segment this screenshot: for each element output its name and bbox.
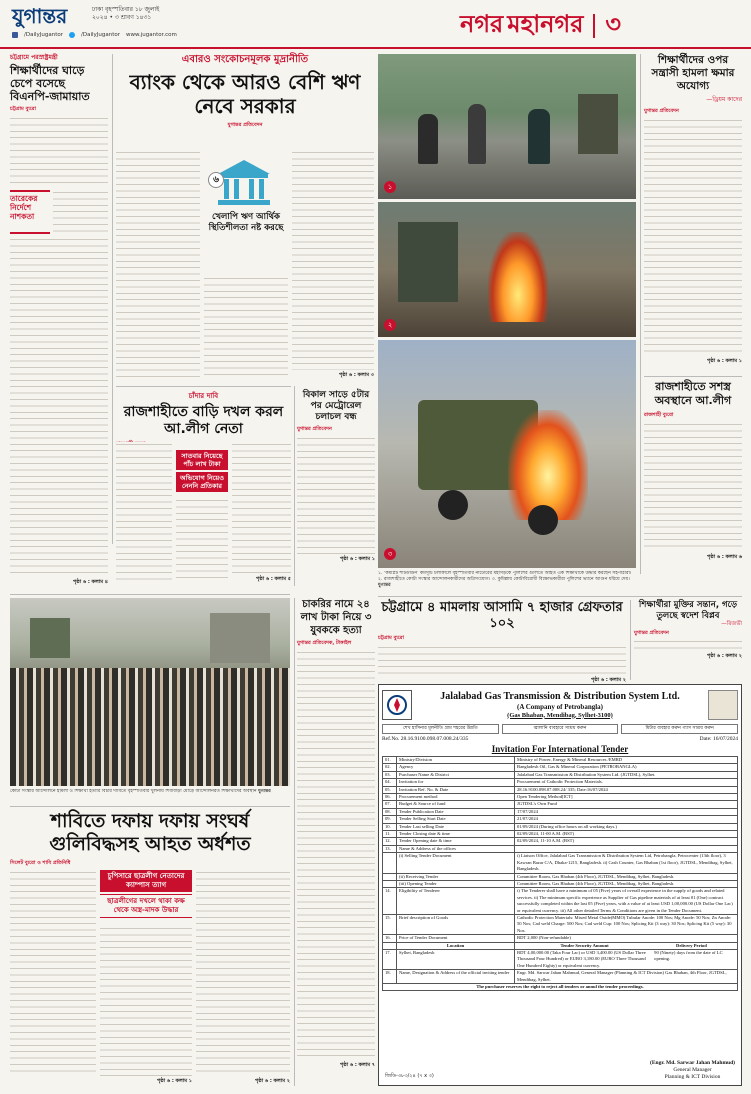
row-value: Committee Room, Gas Bhaban (4th Floor), JGTDSL, Mendibag, Sylhet, Bangladesh. [515,873,738,880]
twitter-icon [69,32,75,38]
delivery-period: 90 (Ninety) days from the date of LC opening. [654,949,723,962]
row-number [383,942,397,949]
story-body-mid [204,276,288,378]
story-headline: রাজশাহীতে বাড়ি দখল করল আ.লীগ নেতা [123,404,284,437]
photo-caption [378,571,636,593]
story-body-right [232,442,291,574]
row-value: 02/09/2024, 11-00 A.M. (BST) [515,831,738,838]
story-byline: যুগান্তর প্রতিবেদন [634,630,669,636]
hamla-story [644,54,742,374]
sign-title: General Manager [673,1067,712,1073]
clash-story [10,810,290,1086]
ad-header [382,688,738,722]
section-rule [10,594,290,595]
story-body-right [196,870,290,1076]
row-value: JGTDSL's Own Fund [515,801,738,808]
tender-ad [378,684,742,1086]
story-headline: চট্টগ্রামে ৪ মামলায় আসামি ৭ হাজার গ্রেফতার ১০২ [381,600,623,631]
row-value: i) Liaison Office, Jalalabad Gas Transmission & Distribution System Ltd, Petrobangla, Petrocenter (13th floor), 3 Kawran Bazar C/A, Dhaka-1215, Bangladesh. ii) Cash Counter, Gas Bhaban (1st floor), JGTDSL, Mendibag, Sylhet, Bangladesh. [515,853,738,873]
table-row [383,831,738,838]
table-row [383,873,738,880]
sign-division: Planning & ICT Division [664,1074,721,1080]
table-row [383,970,738,984]
table-row [383,935,738,942]
row-value: Committee Room, Gas Bhaban (4th Floor), JGTDSL, Mendibag, Sylhet, Bangladesh. [515,880,738,887]
table-row [383,880,738,887]
table-row [383,949,738,969]
table-row [383,757,738,764]
slogan: শেখ হাসিনার মূলনীতি গ্রাম শহরের উন্নতি [382,724,499,734]
row-label: Tender Publication Date [397,808,515,815]
story-headline: শাবিতে দফায় দফায় সংঘর্ষ গুলিবিদ্ধসহ আহত অর্ধশত [49,810,251,855]
story-byline: রাজশাহী ব্যুরো [644,412,674,418]
story-body-right [292,150,374,370]
khulna-protest-photo [10,598,290,786]
masthead [0,0,751,50]
story-attribution: —ড্রিয়ম কাদের [706,96,742,103]
reserve-note: The purchaser reserves the right to reject all tenders or annul the tender proceedings. [383,984,738,991]
row-label: Eligibility of Tenderer [397,888,515,915]
row-label: Tender Last selling Date [397,823,515,830]
jump-line: পৃষ্ঠা ৬ : কলাম ৬ [706,554,742,560]
row-value: Procurement of Cathodic Protection Materials. [515,779,738,786]
section-rule [10,806,290,807]
rajshahi-armed-story [644,380,742,576]
job-scam-story [297,598,375,1086]
security-amount: BDT 4,00,000.00 (Taka Four Lac) or USD 3,400.00 (US Dollar Three Thousand Four Hundred) or EURO 3,180.00 (EURO Three Thousand One Hundred Eighty) or equivalent currency. [517,949,646,968]
graphic-caption: খেলাপি ঋণ আর্থিক স্থিতিশীলতা নষ্ট করছে [208,212,284,233]
story-body [10,116,108,186]
story-body-left [116,442,172,582]
jump-line: পৃষ্ঠা ৬ : কলাম ২ [590,677,626,683]
company-sub: (A Company of Petrobangla) [516,702,603,711]
story-headline: চাকরির নামে ২৪ লাখ টাকা নিয়ে ৩ যুবককে হত্যা [300,599,372,636]
row-label: Ministry/Division [397,757,515,764]
row-value [515,942,738,949]
highlight-box-2: অভিযোগ নিয়েও নেননি প্রতিকার [176,472,228,492]
story-body [378,645,626,677]
bank-graphic [204,152,288,272]
row-value: Bangladesh Oil, Gas & Mineral Corporation (PETROBANGLA) [515,764,738,771]
row-value: 02/09/2024, 11-10 A.M. (BST) [515,838,738,845]
ctg-arrest-story [378,600,626,683]
row-label: Tender Opening date & time [397,838,515,845]
row-number: 17. [383,949,397,969]
table-row [383,794,738,801]
row-number: 01. [383,757,397,764]
row-value: 21/07/2024 [515,816,738,823]
photo-story [378,54,636,594]
story-headline: ব্যাংক থেকে আরও বেশি ঋণ নেবে সরকার [129,70,361,118]
left-story [10,54,108,585]
section-divider [593,14,595,38]
jump-line: পৃষ্ঠা ৬ : কলাম ১ [706,358,742,364]
freedom-story [634,600,742,680]
section-name-b: মহানগর [507,10,584,38]
table-row [383,984,738,991]
date-line: ঢাকা বৃহস্পতিবার ১৮ জুলাই ২০২৪ • ৩ শ্রাবণ ১৪৩১ [92,6,160,21]
graphic-number: ৬ [208,172,224,188]
row-number: 16. [383,935,397,942]
jump-line-1: পৃষ্ঠা ৬ : কলাম ১ [156,1078,192,1084]
section-rule [116,386,291,387]
bank-story [116,54,374,384]
table-row [383,808,738,815]
row-number: 08. [383,808,397,815]
facebook-link[interactable]: /DailyJugantor [24,32,64,38]
story-kicker: চট্টগ্রামে পরস্রাষ্ট্রমন্ত্রী [10,54,58,61]
row-number: 09. [383,816,397,823]
slogan: মিটার ব্যবহার করুন গ্যাস সাশ্রয় করুন [621,724,738,734]
row-number: 10. [383,823,397,830]
row-value: Cathodic Protection Materials: Mixed Metal Oxide(MMO) Tubular Anode: 100 Nos; Mg Anode: 50 Nos; Zn Anode: 50 Nos; Cad weld Charge: 500 Nos; Cad weld Cup: 100 Nos; Splicing Kit (3 way): 30 Nos; Splicing Kit (5 way): 30 Nos. [515,914,738,934]
story-body-2 [53,190,108,234]
signature-block [650,1060,735,1081]
jump-line: পৃষ্ঠা ৬ : কলাম ৫ [255,576,291,582]
table-row [383,888,738,915]
tender-table [382,756,738,991]
row-value: Engr. Md. Sarwar Jahan Mahmud, General Manager (Planning & ICT Division) Gas Bhaban, 4th Floor, JGTDSL, Mendibag, Sylhet. [515,970,738,984]
twitter-link[interactable]: /DailyJugantor [81,32,121,38]
column-rule [630,600,631,680]
company-address: (Gas Bhaban, Mendibag, Sylhet-3100) [507,711,613,719]
row-label: Sylhet, Bangladesh [397,949,515,969]
photo-number: ২ [384,319,396,331]
column-rule [294,386,295,586]
ref-row [382,736,738,742]
highlight-box-1: চুপিসারে ছাত্রলীগ নেতাদের ক্যাম্পাস ত্যাগ [100,870,192,892]
highlight-box-2: ছাত্রলীগের দখলে থাকা কক্ষ থেকে অস্ত্র-মাদক উদ্ধার [100,894,192,918]
story-body-mid [176,498,228,582]
row-value: i) The Tenderer shall have a minimum of 05 (Five) years of overall experience in the supply of goods and related services. ii) The minimum specific experience as Supplier of Gas pipeline materials of at least 01 (One) contract successfully completed within the last 05 (Five) years, with a value of at least USD 1,00,000.00 (US Dollar One Lac) or equivalent currency. iii) All other detailed Terms & Conditions are given in the Tender Document. [515,888,738,915]
story-headline: শিক্ষার্থীদের ঘাড়ে চেপে বসেছে বিএনপি-জামায়াত [10,64,90,103]
row-number: 06. [383,794,397,801]
company-logo [382,690,412,720]
table-header-row [383,942,738,949]
jump-line: পৃষ্ঠা ৬ : কলাম ৪ [72,579,108,585]
story-headline: রাজশাহীতে সশস্ত্র অবস্থানে আ.লীগ [654,380,732,407]
row-value [515,949,738,969]
protest-photo-1 [378,54,636,199]
column-rule [640,54,641,574]
slogan-row [382,724,738,734]
ref-date: Date: 16/07/2024 [699,736,738,742]
story-body-left [116,150,200,378]
row-number: 18. [383,970,397,984]
ref-number: Ref.No. 28.16.9100.098.07.008.24/335 [382,736,469,742]
story-headline: বিকাল সাড়ে ৫টার পর মেট্রোরেল চলাচল বন্ধ [302,390,370,422]
story-byline: চট্টগ্রাম ব্যুরো [10,106,37,112]
row-label: Price of Tender Document [397,935,515,942]
section-rule [378,596,742,597]
row-label: (iii) Opening Tender [397,880,515,887]
story-headline: শিক্ষার্থীদের ওপর সন্ত্রাসী হামলা ক্ষমার অযোগ্য [651,54,735,92]
masthead-rule [0,47,751,49]
row-number [383,873,397,880]
row-label: Invitation for [397,779,515,786]
story-kicker: চাঁদার দাবি [188,392,219,400]
row-number: 13. [383,845,397,852]
row-number: 14. [383,888,397,915]
row-value: Jalalabad Gas Transmission & Distribution System Ltd. (JGTDSL), Sylhet. [515,771,738,778]
slogan: জ্বালানি ব্যবহারে সাশ্রয় করুন [502,724,619,734]
highlight-box-1: সাতবার নিয়েছে পাঁচ লাখ টাকা [176,450,228,470]
row-label: Name, Designation & Address of the official inviting tender [397,970,515,984]
photo-number: ৩ [384,548,396,560]
story-byline: সিলেট ব্যুরো ও শাবি প্রতিনিধি [10,860,71,866]
row-label: Tender Closing date & time [397,831,515,838]
story-headline: শিক্ষার্থীরা মুক্তির সন্তান, গড়ে তুলছে স্বদেশ বিপ্লব [638,600,738,621]
photo-caption [10,789,290,803]
section-title [460,6,621,46]
callout-box [10,190,108,234]
column-header: Location [397,942,515,949]
row-value [515,845,738,852]
jump-line-2: পৃষ্ঠা ৬ : কলাম ২ [254,1078,290,1084]
story-body [297,436,375,554]
story-byline: যুগান্তর প্রতিবেদন [227,122,263,128]
caption-credit: যুগান্তর [378,583,391,588]
row-number [383,853,397,873]
logo: যুগান্তর [12,4,68,28]
story-byline: চট্টগ্রাম ব্যুরো [378,635,405,641]
column-rule [112,54,113,544]
jump-line: পৃষ্ঠা ৬ : কলাম ১ [339,556,375,562]
mujib-emblem [708,690,738,720]
table-row [383,779,738,786]
sign-name: (Engr. Md. Sarwar Jahan Mahmud) [650,1060,735,1066]
row-label: Tender Selling Start Date [397,816,515,823]
row-number: 05. [383,786,397,793]
row-label: Budget & Source of fund [397,801,515,808]
row-label: (ii) Receiving Tender [397,873,515,880]
caption-text: কোটা সংস্কার আন্দোলনে হামলা ও শিক্ষার্থী হত্যার বিচার দাবিতে বৃহস্পতিবার খুলনায় শিবাবাড়ী মোড়ে আন্দোলনরত শিক্ষার্থীদের অবস্থান [10,789,257,794]
table-row [383,771,738,778]
row-value: Ministry of Power, Energy & Mineral Resources /EMRD [515,757,738,764]
jump-line: পৃষ্ঠা ৬ : কলাম ৩ [338,372,374,378]
row-value: 28.16.9100.098.07.008.24/ 335; Date:16/07/2024 [515,786,738,793]
social-links [12,32,177,38]
website-link[interactable]: www.jugantor.com [126,32,177,38]
row-value: BDT 2,000 (Non-refundable) [515,935,738,942]
table-row [383,914,738,934]
row-value: Open Tendering Method[ICT] [515,794,738,801]
story-body [644,118,742,356]
section-name-a: নগর [460,10,504,38]
page-number: ৩ [605,10,622,38]
row-label: Procurement method [397,794,515,801]
photo-number: ১ [384,181,396,193]
jump-line: পৃষ্ঠা ৬ : কলাম ২ [706,653,742,659]
column-rule [294,598,295,1086]
company-name: Jalalabad Gas Transmission & Distribution System Ltd. [440,690,680,702]
row-number: 15. [383,914,397,934]
story-attribution: —রিজভী [721,621,742,627]
row-label: Agency [397,764,515,771]
caption-text: ১. ‘কমপ্লিট শাটডাউন’ কর্মসূচি চলাকালে বৃহস্পতিবার নাটোরের মহাসড়কে পুলিশের গুলিতে আহত এক শিক্ষার্থীকে উদ্ধার করছেন সহপাঠীরা। ২. রাজশাহীতে কোটা সংস্কার আন্দোলনকারীদের অগ্নিসংযোগ। ৩. কুমিল্লায় কোটাবিরোধী বিক্ষোভকারীরা পুলিশের ভ্যানে আগুন ধরিয়ে দেয়। [378,571,632,582]
table-row [383,845,738,852]
row-label: (i) Selling Tender Document [397,853,515,873]
table-row [383,823,738,830]
table-row [383,816,738,823]
story-body-mid [100,926,192,1076]
row-number: 07. [383,801,397,808]
row-value: 01/09/2024 (During office hours on all working days.) [515,823,738,830]
protest-photo-2 [378,202,636,337]
facebook-icon [12,32,18,38]
table-row [383,801,738,808]
row-number: 12. [383,838,397,845]
table-row [383,838,738,845]
story-body [297,650,375,1060]
story-body [644,422,742,552]
row-value: 17/07/2024 [515,808,738,815]
column-header: Delivery Period [676,942,707,948]
rajshahi-house-story [116,390,291,590]
story-body-left [10,870,96,1076]
row-label: Name & Address of the offices [397,845,515,852]
story-body-3 [10,237,108,577]
callout-text: তারেকের নির্দেশে নাশকতা [10,190,50,234]
story-byline: যুগান্তর প্রতিবেদক, টাঙ্গাইল [297,640,352,646]
row-number: 03. [383,771,397,778]
story-kicker: এবারও সংকোচনমূলক মুদ্রানীতি [181,54,309,65]
row-label: Invitation Ref. No. & Date [397,786,515,793]
story-byline: যুগান্তর প্রতিবেদন [297,426,332,432]
ad-code: জিডি-৩৮৩/২৪ (৭ x ৩) [385,1073,434,1079]
jump-line: পৃষ্ঠা ৬ : কলাম ৭ [339,1062,375,1068]
caption-credit: যুগান্তর [258,789,271,794]
metrorail-story [297,390,375,586]
story-byline: যুগান্তর প্রতিবেদন [644,108,679,114]
row-number: 11. [383,831,397,838]
story-body [634,639,742,653]
row-number: 02. [383,764,397,771]
row-label: Purchaser Name & District [397,771,515,778]
row-label: Brief description of Goods [397,914,515,934]
table-row [383,786,738,793]
protest-photo-3 [378,340,636,568]
tender-title: Invitation For International Tender [491,744,629,754]
row-number [383,880,397,887]
table-row [383,853,738,873]
table-row [383,764,738,771]
column-header: Tender Security Amount [560,942,609,948]
row-number: 04. [383,779,397,786]
section-rule [644,376,742,377]
